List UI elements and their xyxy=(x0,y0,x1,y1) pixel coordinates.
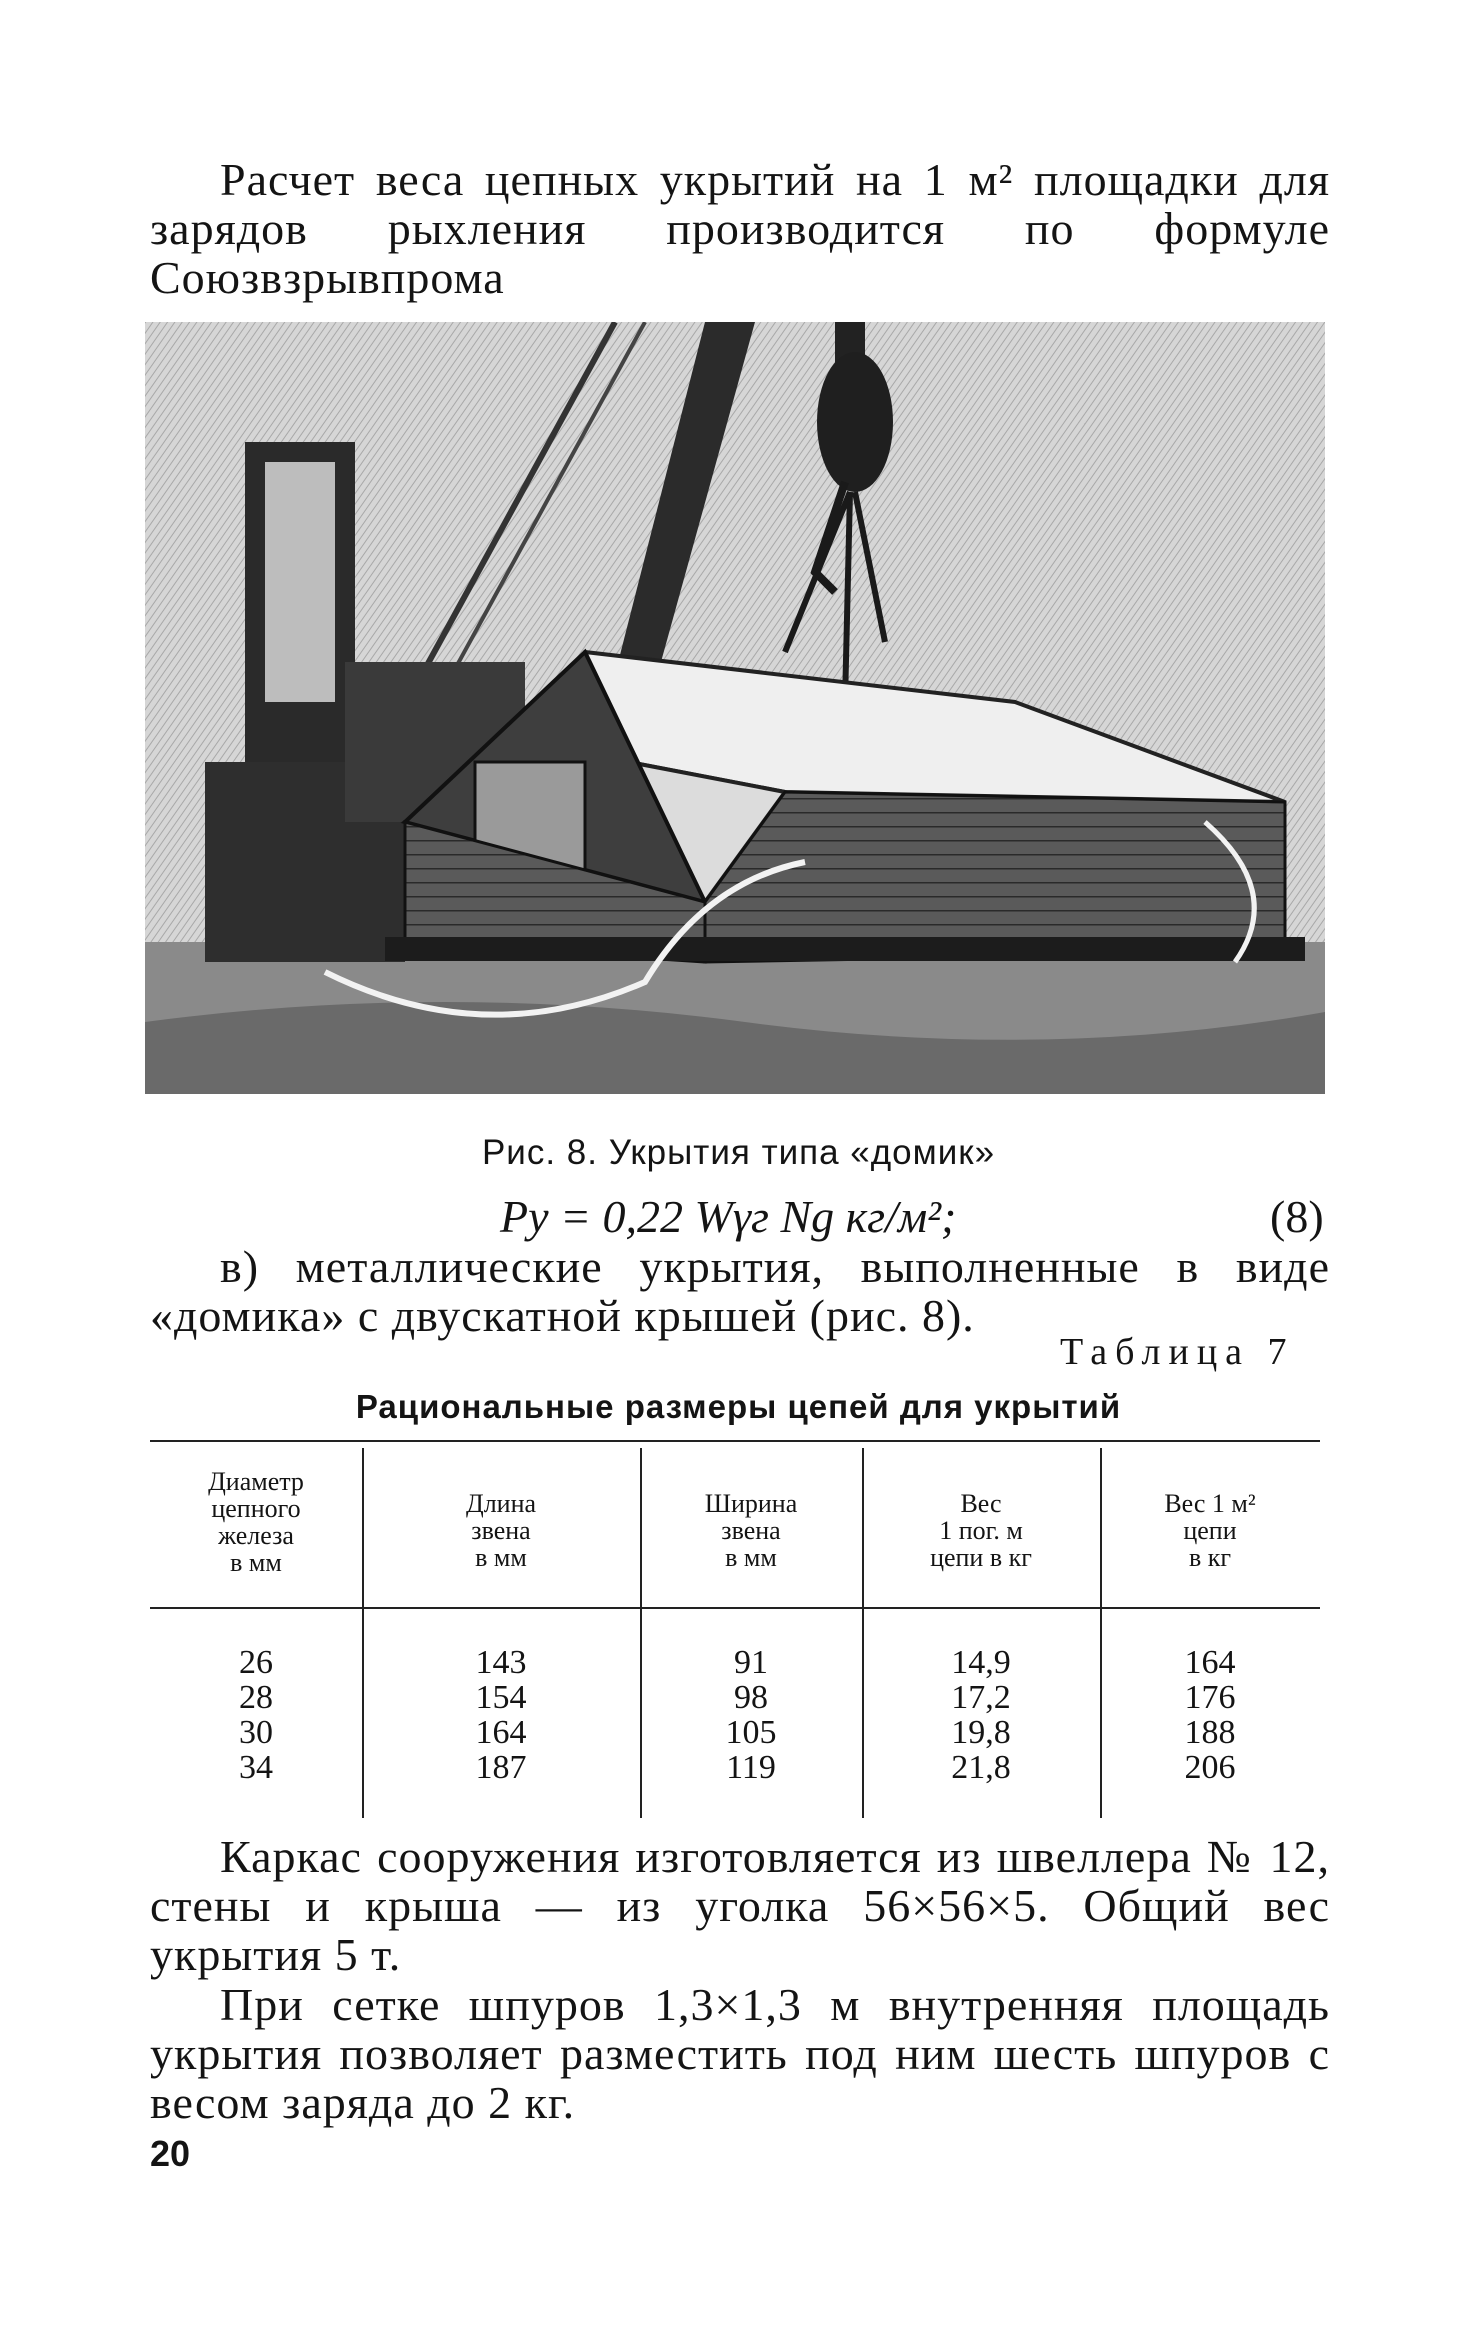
table-cell: 176 xyxy=(1184,1679,1236,1716)
table-label: Таблица 7 xyxy=(1060,1331,1295,1373)
table-cell: 91 xyxy=(734,1644,768,1681)
table-cell: 19,8 xyxy=(951,1714,1011,1751)
table-cell: 143 xyxy=(475,1644,527,1681)
table-header-rule xyxy=(150,1607,1320,1609)
table-cell: 187 xyxy=(475,1749,527,1786)
table-header-diameter: Диаметр цепного железа в мм xyxy=(208,1467,304,1577)
table-header-weight-per-meter: Вес 1 пог. м цепи в кг xyxy=(930,1489,1032,1572)
table-top-rule xyxy=(150,1440,1320,1442)
table-header-weight-per-m2: Вес 1 м² цепи в кг xyxy=(1164,1489,1256,1572)
table-title: Рациональные размеры цепей для укрытий xyxy=(355,1388,1122,1425)
table-cell: 17,2 xyxy=(951,1679,1011,1716)
table-cell: 206 xyxy=(1184,1749,1236,1786)
table-cell: 164 xyxy=(1184,1644,1236,1681)
table-cell: 14,9 xyxy=(951,1644,1011,1681)
figure-caption: Рис. 8. Укрытия типа «домик» xyxy=(481,1133,996,1172)
table-cell: 119 xyxy=(726,1749,776,1786)
table-cell: 154 xyxy=(475,1679,527,1716)
table-cell: 105 xyxy=(725,1714,777,1751)
item-paragraph: в) металлические укрытия, выполненные в виде «домика» с двускатной крышей (рис. 8). xyxy=(150,1241,1330,1341)
table-column-weight-per-m2 xyxy=(1100,1645,1320,1785)
equation-number: (8) xyxy=(1270,1191,1324,1242)
intro-paragraph: Расчет веса цепных укрытий на 1 м² площадки для зарядов рыхления производится по формуле Союзвзрывпрома xyxy=(150,154,1330,303)
page-number: 20 xyxy=(150,2133,191,2174)
table-cell: 98 xyxy=(734,1679,768,1716)
table-cell: 28 xyxy=(239,1679,273,1716)
table-cell: 188 xyxy=(1184,1714,1236,1751)
shelter-photo-illustration xyxy=(145,322,1325,1094)
table-header-length: Длина звена в мм xyxy=(465,1489,537,1572)
grid-paragraph: При сетке шпуров 1,3×1,3 м внутренняя площадь укрытия позволяет разместить под ним шесть шпуров с весом заряда до 2 кг. xyxy=(150,1979,1330,2128)
frame-paragraph: Каркас сооружения изготовляется из швеллера № 12, стены и крыша — из уголка 56×56×5. Общий вес укрытия 5 т. xyxy=(150,1831,1330,1980)
table-column-length xyxy=(362,1645,640,1785)
table-cell: 164 xyxy=(475,1714,527,1751)
table-header-width: Ширина звена в мм xyxy=(704,1489,798,1572)
table-column-weight-per-meter xyxy=(862,1645,1100,1785)
formula: Pу = 0,22 Wγг Ng кг/м²; xyxy=(500,1191,957,1242)
figure-photo xyxy=(145,322,1325,1094)
table-column-width xyxy=(640,1645,862,1785)
table-cell: 26 xyxy=(239,1644,273,1681)
table-cell: 34 xyxy=(239,1749,273,1786)
table-cell: 21,8 xyxy=(951,1749,1011,1786)
table-cell: 30 xyxy=(239,1714,273,1751)
table-column-diameter xyxy=(150,1645,362,1785)
